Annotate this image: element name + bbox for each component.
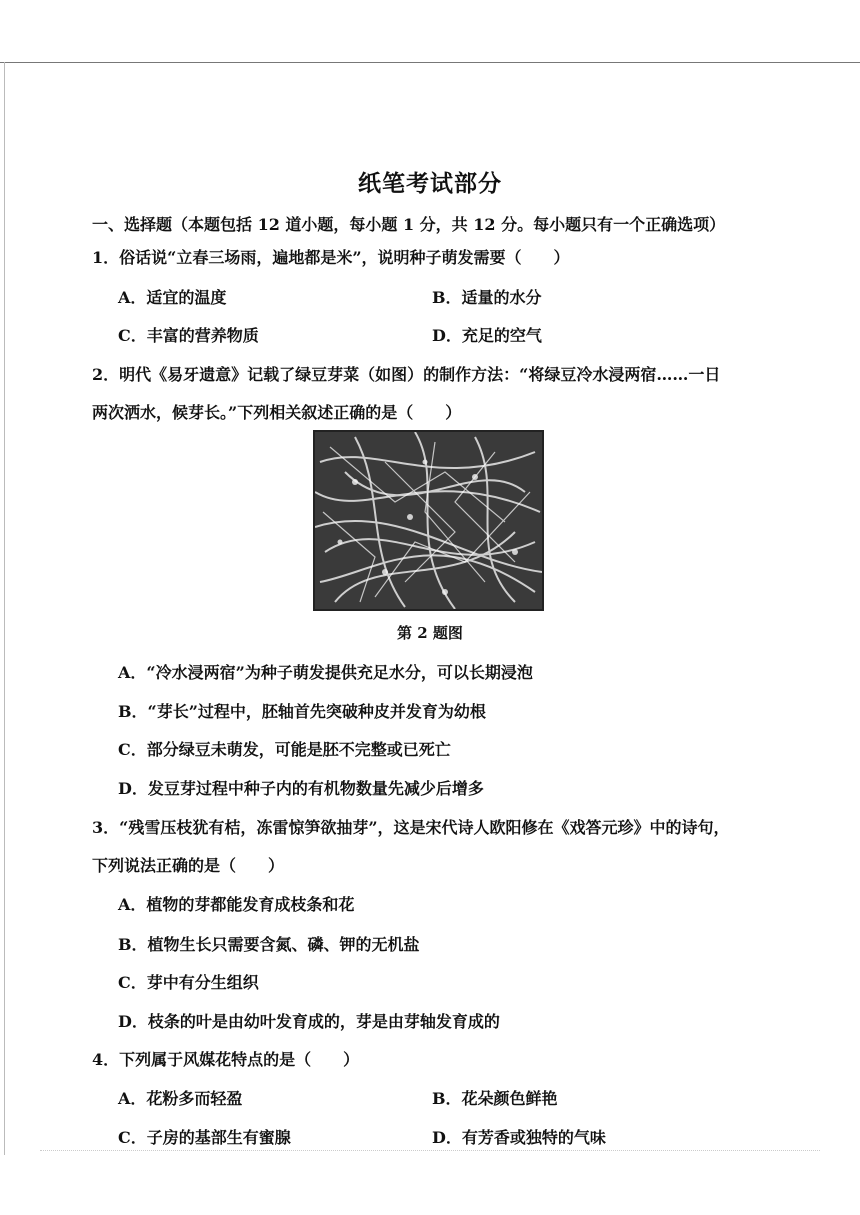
figure-caption: 第 2 题图 [397,624,463,642]
question-4-option-d: D．有芳香或独特的气味 [432,1128,606,1147]
question-3-stem-line-2: 下列说法正确的是（ ） [92,856,285,875]
question-2-stem-line-2: 两次洒水，候芽长。”下列相关叙述正确的是（ ） [92,403,462,422]
question-2-option-a: A．“冷水浸两宿”为种子萌发提供充足水分，可以长期浸泡 [118,663,533,682]
section-heading: 一、选择题（本题包括 12 道小题，每小题 1 分，共 12 分。每小题只有一个正确选项） [92,215,726,234]
page-top-edge [0,62,860,63]
question-3-stem-line-1: 3．“残雪压枝犹有桔，冻雷惊笋欲抽芽”，这是宋代诗人欧阳修在《戏答元珍》中的诗句， [92,818,730,837]
question-1-stem: 1．俗话说“立春三场雨，遍地都是米”，说明种子萌发需要（ ） [92,248,570,267]
mung-bean-sprouts-photo [313,430,544,611]
question-2-option-b: B．“芽长”过程中，胚轴首先突破种皮并发育为幼根 [118,702,486,721]
question-4-option-b: B．花朵颜色鲜艳 [432,1089,558,1108]
question-3-option-d: D．枝条的叶是由幼叶发育成的，芽是由芽轴发育成的 [118,1012,500,1031]
question-3-option-c: C．芽中有分生组织 [118,973,259,992]
sprouts-illustration [315,432,542,609]
question-1-option-c: C．丰富的营养物质 [118,326,259,345]
page-left-edge [4,62,5,1155]
question-4-option-c: C．子房的基部生有蜜腺 [118,1128,291,1147]
question-1-option-d: D．充足的空气 [432,326,542,345]
question-2-option-d: D．发豆芽过程中种子内的有机物数量先减少后增多 [118,779,484,798]
question-3-option-a: A．植物的芽都能发育成枝条和花 [118,895,355,914]
question-3-option-b: B．植物生长只需要含氮、磷、钾的无机盐 [118,935,420,954]
question-2-stem-line-1: 2．明代《易牙遗意》记载了绿豆芽菜（如图）的制作方法：“将绿豆冷水浸两宿……一日 [92,365,721,384]
question-4-stem: 4．下列属于风媒花特点的是（ ） [92,1050,360,1069]
question-1-option-b: B．适量的水分 [432,288,542,307]
question-4-option-a: A．花粉多而轻盈 [118,1089,243,1108]
page-title: 纸笔考试部分 [358,170,502,197]
question-2-option-c: C．部分绿豆未萌发，可能是胚不完整或已死亡 [118,740,451,759]
question-1-option-a: A．适宜的温度 [118,288,227,307]
page-bottom-edge [40,1150,820,1151]
